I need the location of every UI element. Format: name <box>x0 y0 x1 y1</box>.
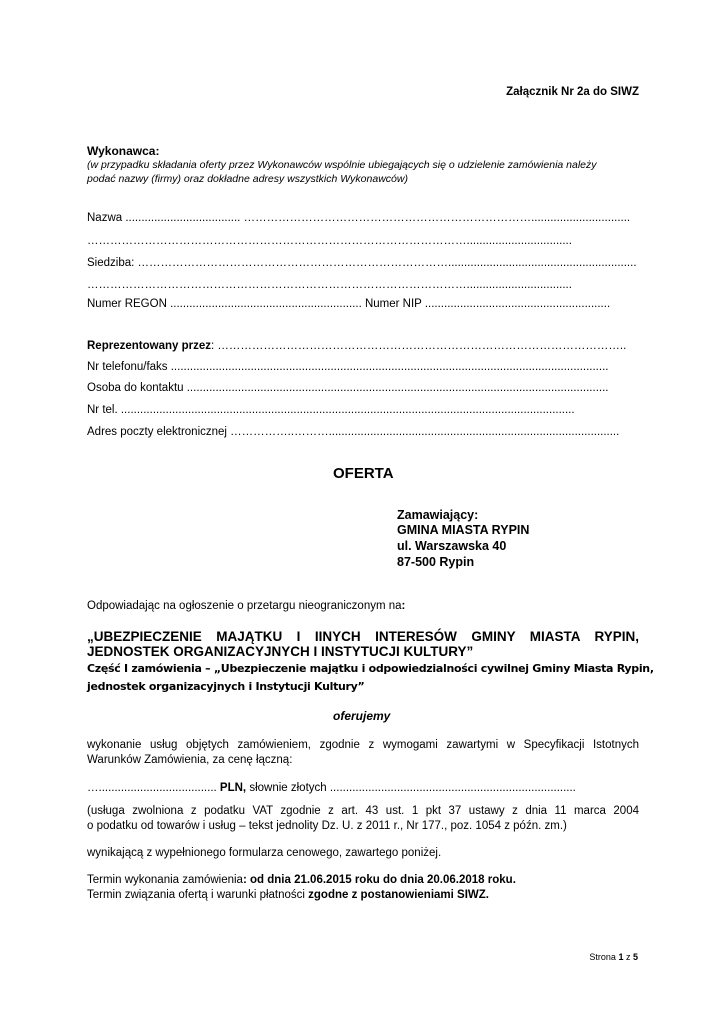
seat-continuation-field[interactable]: ………………………………………………………………………………………................................. <box>87 279 572 291</box>
vat-note-line2: o podatku od towarów i usług – tekst jednolity Dz. U. z 2011 r., Nr 177., poz. 1054 z późn. zm.) <box>87 820 567 832</box>
contact-person-field[interactable]: Osoba do kontaktu .................................................................................................................................... <box>87 382 609 394</box>
orderer-street: ul. Warszawska 40 <box>397 539 507 553</box>
orderer-city: 87-500 Rypin <box>397 555 475 569</box>
resulting-text: wynikającą z wypełnionego formularza cenowego, zawartego poniżej. <box>87 847 442 859</box>
execution-line2: Warunków Zamówienia, za cenę łączną: <box>87 754 293 766</box>
tel-field[interactable]: Nr tel. .............................................................................................................................................. <box>87 404 575 416</box>
name-field[interactable]: Nazwa .................................... …………………………………………………………………............................... <box>87 212 631 224</box>
we-offer-label: oferujemy <box>333 709 391 723</box>
name-continuation-field[interactable]: ………………………………………………………………………………………................................. <box>87 235 572 247</box>
representative-field[interactable] <box>87 340 639 352</box>
contractor-note-line2: podać nazwy (firmy) oraz dokładne adresy wszystkich Wykonawców) <box>87 173 408 185</box>
part-line2: jednostek organizacyjnych i Instytucji Kultury” <box>87 680 365 693</box>
term-text: Termin wykonania zamówienia: od dnia 21.06.2015 roku do dnia 20.06.2018 roku. <box>87 874 516 886</box>
regon-nip-field[interactable]: Numer REGON ............................................................ Numer NIP .......................................................... <box>87 298 611 310</box>
price-field[interactable]: …..................................... PLN, słownie złotych ............................................................................. <box>87 782 576 794</box>
offer-title: OFERTA <box>333 465 394 482</box>
subject-line2: JEDNOSTEK ORGANIZACYJNYCH I INSTYTUCJI KULTURY” <box>87 644 474 659</box>
orderer-label: Zamawiający: <box>397 508 479 522</box>
attachment-label: Załącznik Nr 2a do SIWZ <box>506 86 639 98</box>
page-number: Strona 1 z 5 <box>589 952 638 962</box>
subject-line1: „UBEZPIECZENIE MAJĄTKU I IINYCH INTERESÓW GMINY MIASTA RYPIN, <box>87 629 639 644</box>
contractor-note-line1: (w przypadku składania oferty przez Wykonawców wspólnie ubiegających się o udzielenie zamówienia należy <box>87 159 597 171</box>
representative-label: Reprezentowany przez <box>87 340 211 352</box>
phone-fax-field[interactable]: Nr telefonu/faks ......................................................................................................................................... <box>87 361 609 373</box>
seat-field[interactable]: Siedziba: ………………………………………………………………………........................................................... <box>87 257 637 269</box>
part-line1: Część I zamówienia – „Ubezpieczenie majątku i odpowiedzialności cywilnej Gminy Miasta Rypin, <box>87 662 654 675</box>
contractor-heading: Wykonawca: <box>87 144 160 158</box>
vat-note-line1: (usługa zwolniona z podatku VAT zgodnie z art. 43 ust. 1 pkt 37 ustawy z dnia 11 marca 2004 <box>87 805 639 817</box>
orderer-name: GMINA MIASTA RYPIN <box>397 523 530 537</box>
intro-text: Odpowiadając na ogłoszenie o przetargu nieograniczonym na: <box>87 600 406 612</box>
execution-line1: wykonanie usług objętych zamówieniem, zgodnie z wymogami zawartymi w Specyfikacji Istotnych <box>87 739 639 751</box>
representative-dots: : …………………………………………………………………………………………….. <box>210 340 627 352</box>
email-field[interactable]: Adres poczty elektronicznej ……………..………........................................................................................... <box>87 426 620 438</box>
binding-text: Termin związania ofertą i warunki płatności zgodne z postanowieniami SIWZ. <box>87 889 489 901</box>
